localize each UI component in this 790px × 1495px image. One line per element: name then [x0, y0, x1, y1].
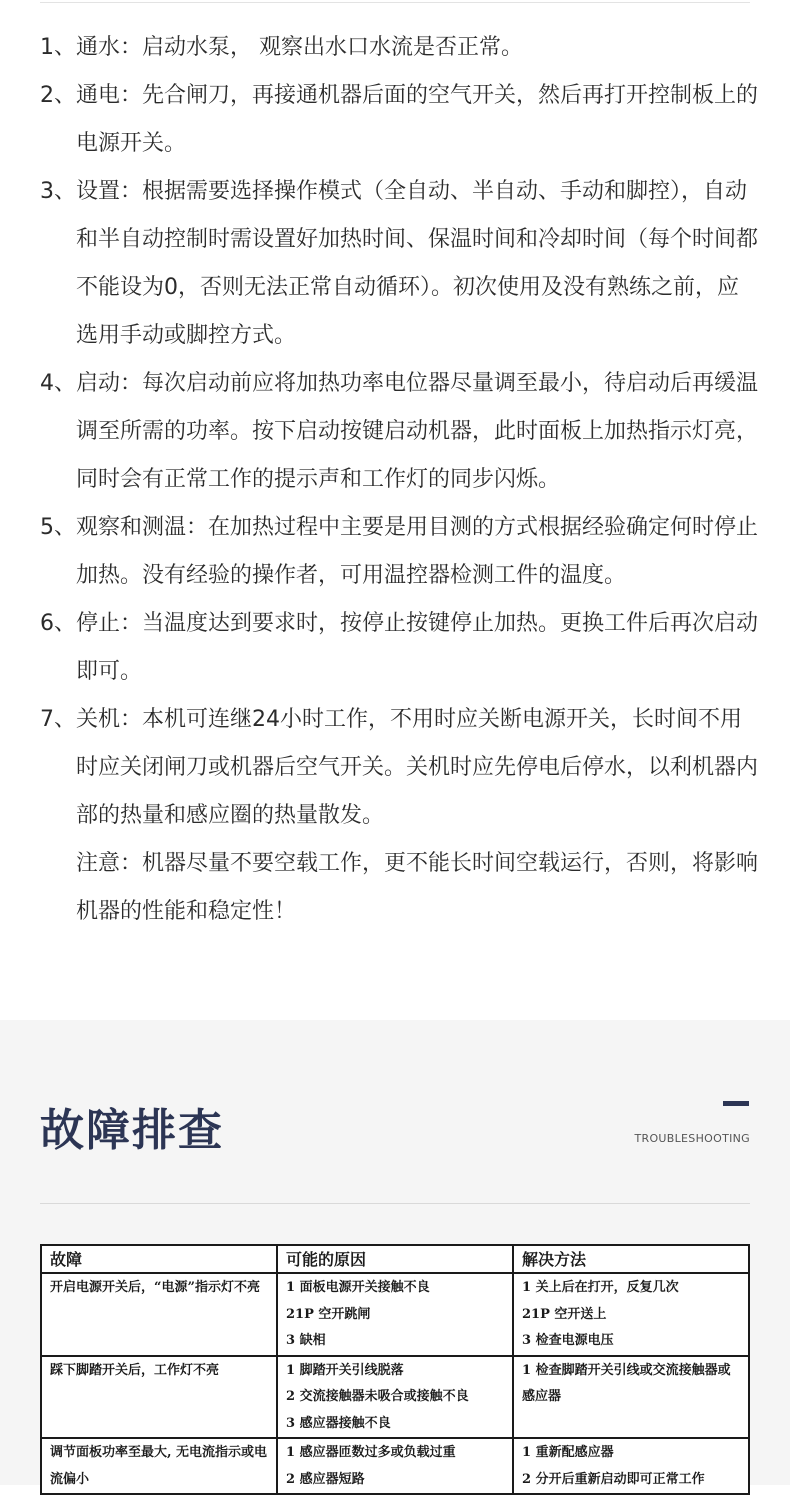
table-row [41, 1438, 749, 1494]
solution-line: 1 重新配感应器 [522, 1445, 614, 1460]
step-text: 停止：当温度达到要求时，按停止按键停止加热。更换工件后再次启动即可。 [76, 611, 759, 684]
table-row [41, 1273, 749, 1356]
top-divider [40, 2, 750, 3]
step-number: 3、 [40, 179, 76, 204]
step-7 [40, 696, 760, 840]
step-text: 启动：每次启动前应将加热功率电位器尽量调至最小，待启动后再缓温调至所需的功率。按下启动按键启动机器，此时面板上加热指示灯亮，同时会有正常工作的提示声和工作灯的同步闪烁。 [76, 371, 759, 492]
step-number: 7、 [40, 707, 76, 732]
table-row [41, 1356, 749, 1439]
step-1 [40, 24, 760, 72]
caution-note: 注意：机器尽量不要空载工作，更不能长时间空载运行，否则，将影响机器的性能和稳定性！ [76, 851, 759, 924]
cause-line: 1 面板电源开关接触不良 [286, 1280, 430, 1295]
header-cause: 可能的原因 [277, 1245, 513, 1273]
step-text: 通电：先合闸刀，再接通机器后面的空气开关，然后再打开控制板上的电源开关。 [76, 83, 759, 156]
cause-line: 21P 空开跳闸 [286, 1306, 371, 1322]
troubleshooting-section [0, 1020, 790, 1485]
operation-steps [40, 24, 760, 936]
step-text: 观察和测温：在加热过程中主要是用目测的方式根据经验确定何时停止加热。没有经验的操作者，可用温控器检测工件的温度。 [76, 515, 759, 588]
step-number: 1、 [40, 35, 76, 60]
fault-cell [41, 1356, 277, 1439]
step-6 [40, 600, 760, 696]
fault-cell [41, 1273, 277, 1356]
cause-cell [277, 1356, 513, 1439]
step-5 [40, 504, 760, 600]
cause-line: 3 缺相 [286, 1333, 326, 1348]
step-2 [40, 72, 760, 168]
header-fault: 故障 [41, 1245, 277, 1273]
table-header-row [41, 1245, 749, 1273]
step-3 [40, 168, 760, 360]
fault-text: 踩下脚踏开关后，工作灯不亮 [50, 1362, 220, 1378]
solution-cell [513, 1273, 749, 1356]
cause-line: 2 交流接触器未吸合或接触不良 [286, 1389, 469, 1404]
step-number: 2、 [40, 83, 76, 108]
solution-line: 1 关上后在打开，反复几次 [522, 1280, 679, 1295]
step-text: 通水：启动水泵， 观察出水口水流是否正常。 [76, 35, 523, 60]
header-solution: 解决方法 [513, 1245, 749, 1273]
section-title: 故障排查 [40, 1105, 224, 1156]
solution-line: 21P 空开送上 [522, 1306, 607, 1322]
fault-text: 开启电源开关后，“电源”指示灯不亮 [50, 1280, 260, 1295]
solution-line: 3 检查电源电压 [522, 1333, 614, 1348]
solution-cell [513, 1356, 749, 1439]
step-number: 4、 [40, 371, 76, 396]
fault-cell [41, 1438, 277, 1494]
step-text: 设置：根据需要选择操作模式（全自动、半自动、手动和脚控），自动和半自动控制时需设置好加热时间、保温时间和冷却时间（每个时间都不能设为0，否则无法正常自动循环）。初次使用及没有熟练之前，应选用手动或脚控方式。 [76, 179, 759, 348]
cause-line: 2 感应器短路 [286, 1471, 365, 1487]
fault-text: 调节面板功率至最大, 无电流指示或电流偏小 [50, 1445, 268, 1487]
solution-line: 2 分开后重新启动即可正常工作 [522, 1471, 705, 1487]
solution-cell [513, 1438, 749, 1494]
cause-line: 1 感应器匝数过多或负载过重 [286, 1445, 456, 1460]
cause-cell [277, 1438, 513, 1494]
step-number: 6、 [40, 611, 76, 636]
solution-line: 1 检查脚踏开关引线或交流接触器或感应器 [522, 1362, 731, 1404]
step-4 [40, 360, 760, 504]
section-divider [40, 1203, 750, 1204]
step-text: 关机：本机可连继24小时工作，不用时应关断电源开关，长时间不用时应关闭闸刀或机器后空气开关。关机时应先停电后停水，以利机器内部的热量和感应圈的热量散发。 [76, 707, 759, 828]
cause-line: 1 脚踏开关引线脱落 [286, 1362, 404, 1378]
step-number: 5、 [40, 515, 76, 540]
title-accent-bar [723, 1101, 749, 1106]
cause-cell [277, 1273, 513, 1356]
cause-line: 3 感应器接触不良 [286, 1415, 391, 1431]
troubleshooting-table [40, 1244, 750, 1495]
section-subtitle: TROUBLESHOOTING [634, 1132, 750, 1145]
